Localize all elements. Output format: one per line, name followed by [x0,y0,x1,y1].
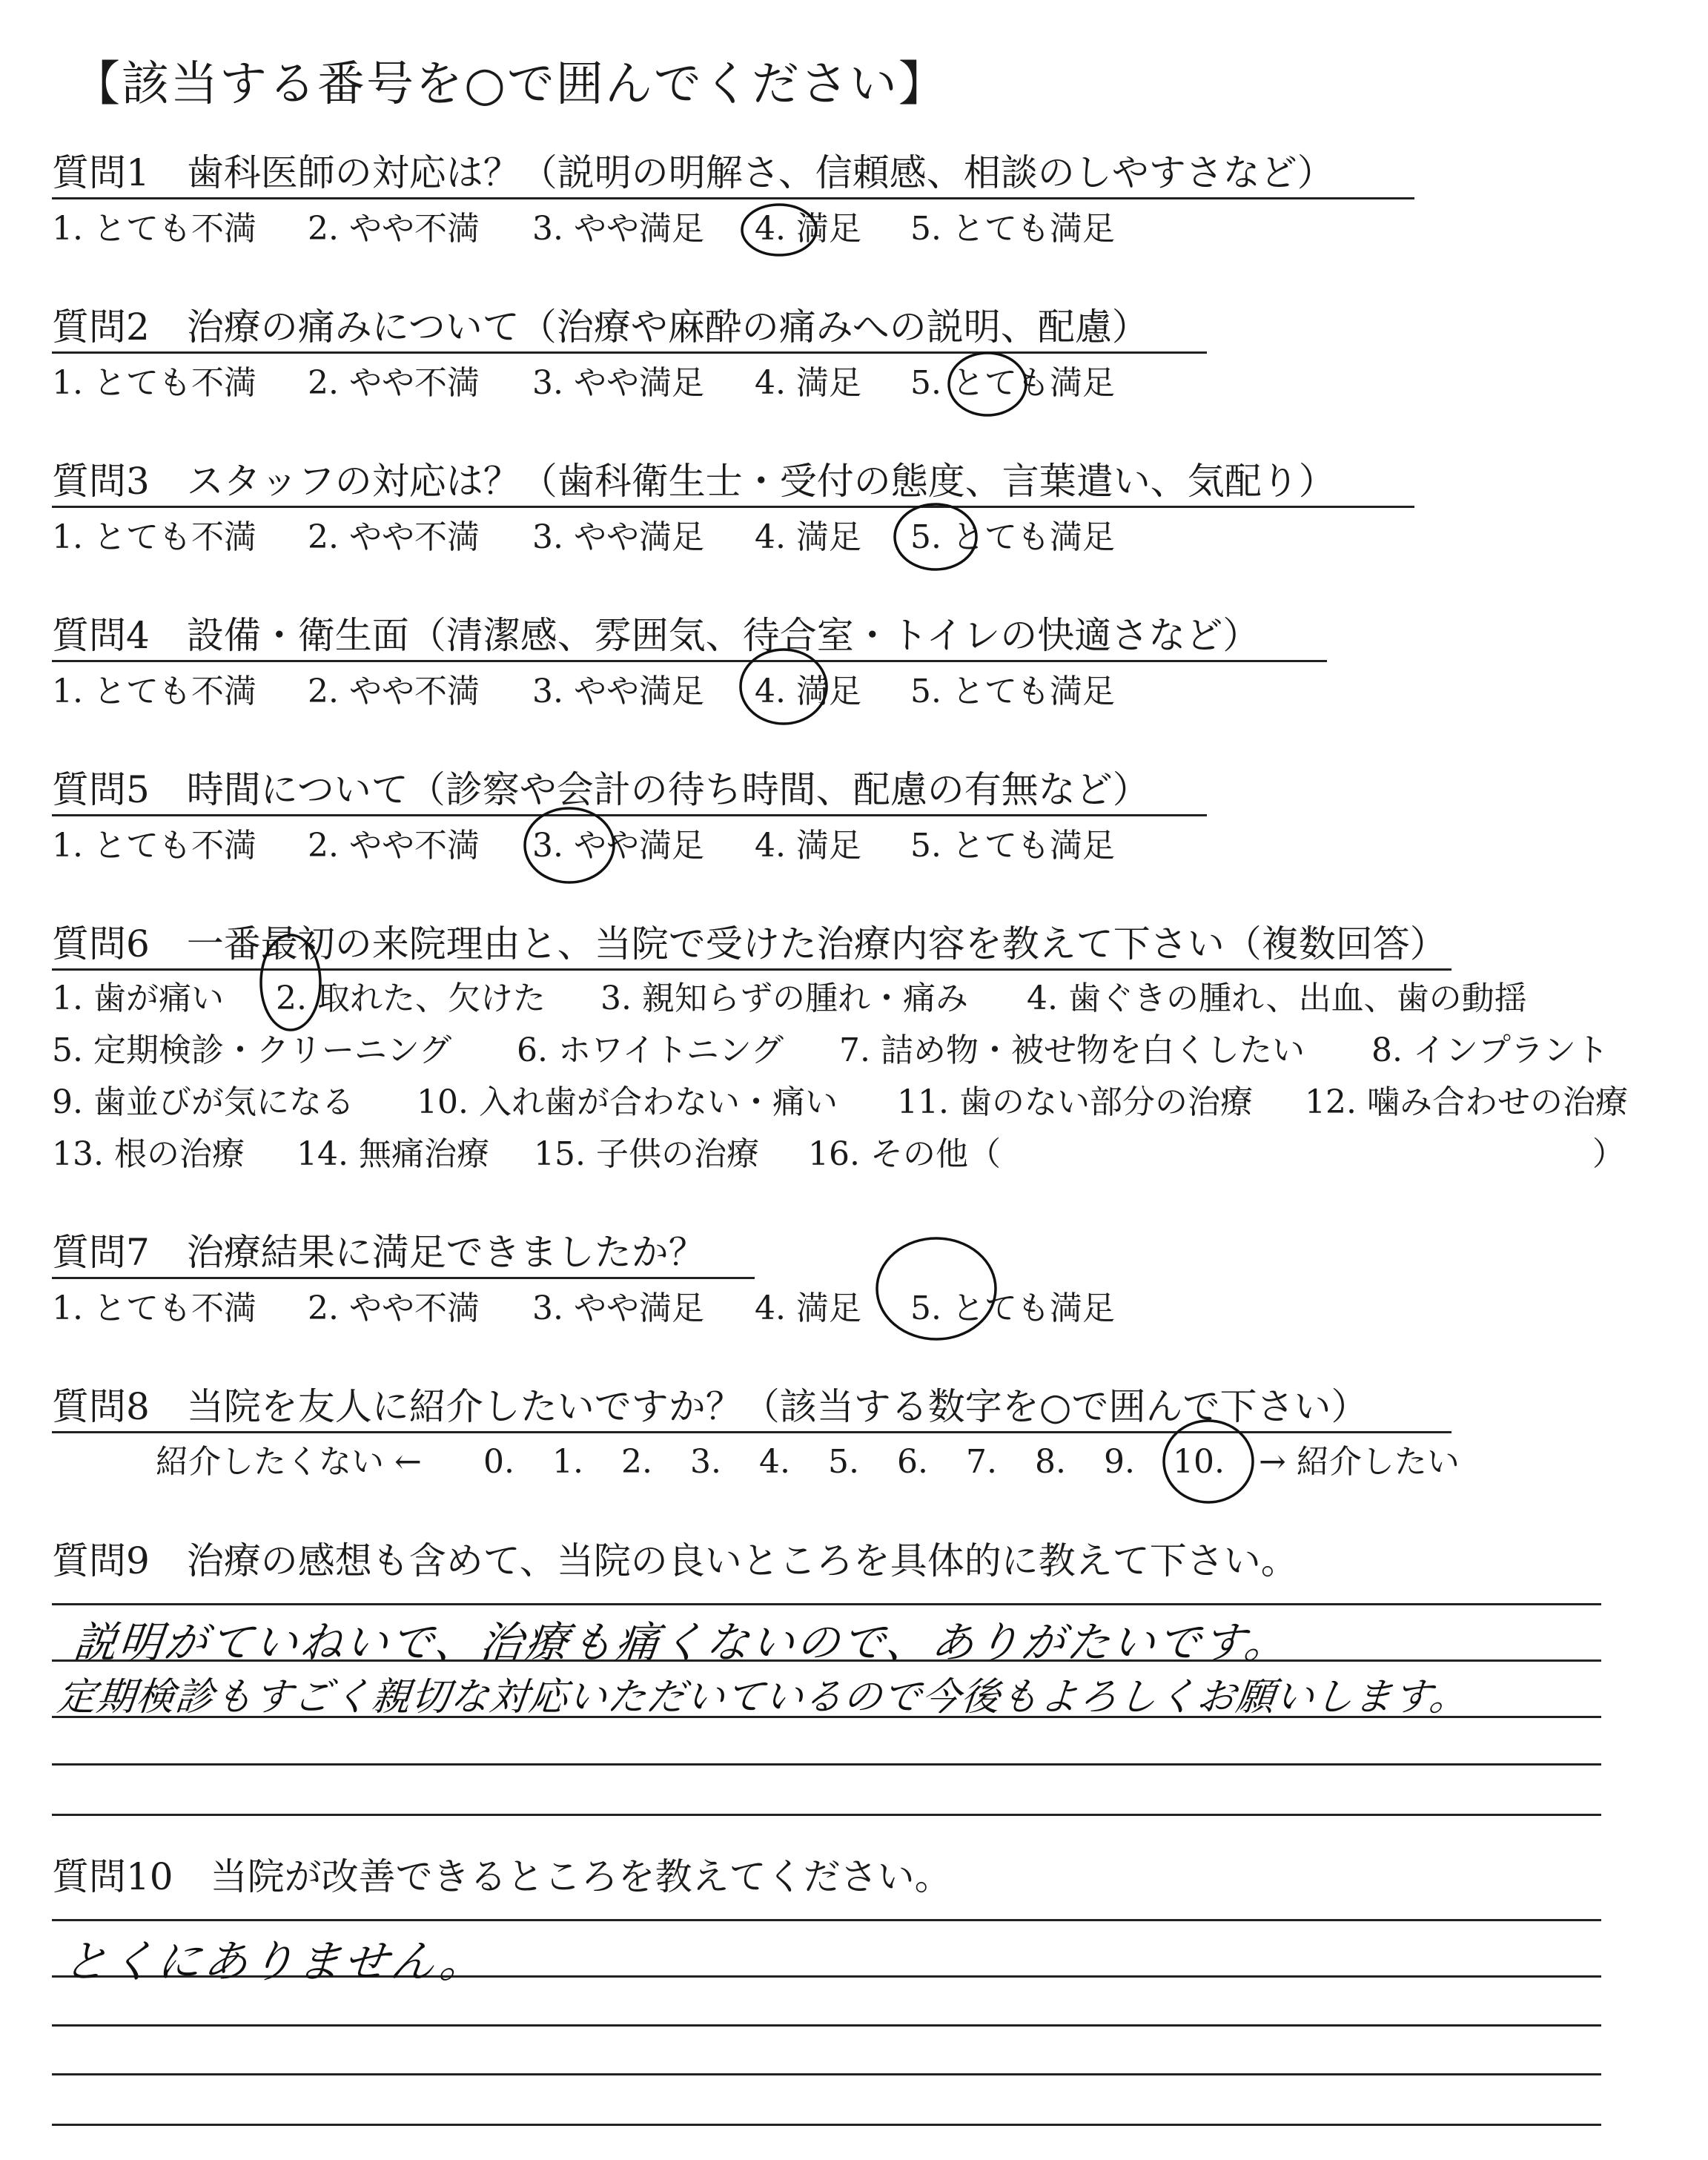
question-3-underline [52,506,1414,508]
q5-option-4[interactable]: 4. 満足 [755,827,861,865]
q6-option-7[interactable]: 7. 詰め物・被せ物を白くしたい [839,1031,1305,1069]
question-1-underline [52,197,1414,199]
q1-option-1[interactable]: 1. とても不満 [52,210,256,248]
q6-option-6[interactable]: 6. ホワイトニング [517,1031,784,1069]
q8-score-0[interactable]: 0. [483,1443,514,1481]
q4-option-5[interactable]: 5. とても満足 [910,673,1115,710]
q6-selection-circle [252,927,334,1034]
q5-option-3[interactable]: 3. やや満足 [532,827,704,865]
q5-option-5[interactable]: 5. とても満足 [910,827,1115,865]
question-8-label: 質問8 当院を友人に紹介したいですか？（該当する数字を○で囲んで下さい） [52,1385,1368,1428]
q5-selection-circle [519,802,623,888]
q8-score-6[interactable]: 6. [897,1443,928,1481]
question-2-label: 質問2 治療の痛みについて（治療や麻酔の痛みへの説明、配慮） [52,305,1149,349]
q2-option-5[interactable]: 5. とても満足 [910,364,1115,402]
question-3-label: 質問3 スタッフの対応は？（歯科衛生士・受付の態度、言葉遣い、気配り） [52,460,1336,503]
q2-option-2[interactable]: 2. やや不満 [308,364,480,402]
q10-answer-line-4 [52,2073,1601,2075]
q8-score-1[interactable]: 1. [552,1443,583,1481]
q10-handwritten-line-1: とくにありません。 [60,1936,489,1988]
q8-score-7[interactable]: 7. [966,1443,997,1481]
q6-option-4[interactable]: 4. 歯ぐきの腫れ、出血、歯の動揺 [1027,980,1527,1017]
q7-option-5[interactable]: 5. とても満足 [910,1289,1115,1327]
q8-score-8[interactable]: 8. [1035,1443,1066,1481]
q10-answer-line-1 [52,1919,1601,1921]
question-5-label: 質問5 時間について（診察や会計の待ち時間、配慮の有無など） [52,768,1150,811]
q7-option-2[interactable]: 2. やや不満 [308,1289,480,1327]
q8-score-10[interactable]: 10. [1173,1443,1225,1481]
q2-option-4[interactable]: 4. 満足 [755,364,861,402]
q9-answer-line-5 [52,1814,1601,1816]
q8-score-5[interactable]: 5. [828,1443,859,1481]
question-10-label: 質問10 当院が改善できるところを教えてください。 [52,1855,952,1898]
q9-handwritten-line-1: 説明がていねいで、治療も痛くないので、ありがたいです。 [70,1617,1293,1668]
q6-option-3[interactable]: 3. 親知らずの腫れ・痛み [600,980,968,1017]
q4-option-2[interactable]: 2. やや不満 [308,673,480,710]
q6-option-11[interactable]: 11. 歯のない部分の治療 [897,1083,1253,1121]
question-7-label: 質問7 治療結果に満足できましたか？ [52,1231,706,1274]
q4-option-4[interactable]: 4. 満足 [755,673,861,710]
q10-answer-line-3 [52,2024,1601,2027]
question-5-underline [52,814,1207,816]
q1-option-5[interactable]: 5. とても満足 [910,210,1115,248]
q5-option-2[interactable]: 2. やや不満 [308,827,480,865]
q4-option-1[interactable]: 1. とても不満 [52,673,256,710]
q6-option-2[interactable]: 2. 取れた、欠けた [276,980,546,1017]
q7-option-1[interactable]: 1. とても不満 [52,1289,256,1327]
q1-option-4[interactable]: 4. 満足 [755,210,861,248]
q1-option-2[interactable]: 2. やや不満 [308,210,480,248]
question-1-label: 質問1 歯科医師の対応は？（説明の明解さ、信頼感、相談のしやすさなど） [52,151,1334,194]
q3-option-1[interactable]: 1. とても不満 [52,518,256,556]
q9-answer-line-4 [52,1763,1601,1766]
q7-selection-circle [871,1231,1004,1346]
question-4-underline [52,660,1327,662]
question-6-label: 質問6 一番最初の来院理由と、当院で受けた治療内容を教えて下さい（複数回答） [52,922,1447,965]
q6-option-12[interactable]: 12. 噛み合わせの治療 [1305,1083,1628,1121]
q6-option-13[interactable]: 13. 根の治療 [52,1135,245,1173]
q1-option-3[interactable]: 3. やや満足 [532,210,704,248]
q3-option-2[interactable]: 2. やや不満 [308,518,480,556]
q6-option-8[interactable]: 8. インプラント [1371,1031,1609,1069]
q5-option-1[interactable]: 1. とても不満 [52,827,256,865]
q6-option-16[interactable]: 16. その他（ [808,1135,1001,1173]
q6-option-5[interactable]: 5. 定期検診・クリーニング [52,1031,452,1069]
q8-left-label: 紹介したくない ← [156,1443,422,1481]
q8-score-9[interactable]: 9. [1104,1443,1135,1481]
q8-score-4[interactable]: 4. [759,1443,790,1481]
q6-option-9[interactable]: 9. 歯並びが気になる [52,1083,354,1121]
q9-answer-line-1 [52,1603,1601,1605]
question-4-label: 質問4 設備・衛生面（清潔感、雰囲気、待合室・トイレの快適さなど） [52,614,1260,657]
q3-option-4[interactable]: 4. 満足 [755,518,861,556]
q2-option-3[interactable]: 3. やや満足 [532,364,704,402]
q9-handwritten-line-2: 定期検診もすごく親切な対応いただいているので今後もよろしくお願いします。 [55,1675,1472,1720]
q7-option-4[interactable]: 4. 満足 [755,1289,861,1327]
question-7-underline [52,1277,755,1279]
q8-right-label: → 紹介したい [1259,1443,1460,1481]
q8-selection-circle [1156,1413,1260,1509]
question-9-label: 質問9 治療の感想も含めて、当院の良いところを具体的に教えて下さい。 [52,1539,1298,1582]
q10-answer-line-5 [52,2124,1601,2126]
q6-option-15[interactable]: 15. 子供の治療 [534,1135,759,1173]
q6-option-10[interactable]: 10. 入れ歯が合わない・痛い [417,1083,838,1121]
q6-option-1[interactable]: 1. 歯が痛い [52,980,224,1017]
q2-selection-circle [943,349,1032,419]
q1-selection-circle [738,200,820,260]
q8-score-2[interactable]: 2. [621,1443,652,1481]
q4-option-3[interactable]: 3. やや満足 [532,673,704,710]
q8-score-3[interactable]: 3. [690,1443,721,1481]
q3-option-5[interactable]: 5. とても満足 [910,518,1115,556]
q2-option-1[interactable]: 1. とても不満 [52,364,256,402]
q6-other-close-paren: ） [1592,1135,1625,1173]
page-title: 【該当する番号を○で囲んでください】 [73,57,947,112]
q6-option-14[interactable]: 14. 無痛治療 [297,1135,489,1173]
question-2-underline [52,351,1207,354]
q7-option-3[interactable]: 3. やや満足 [532,1289,704,1327]
q3-selection-circle [890,498,982,576]
q3-option-3[interactable]: 3. やや満足 [532,518,704,556]
q4-selection-circle [735,644,832,729]
